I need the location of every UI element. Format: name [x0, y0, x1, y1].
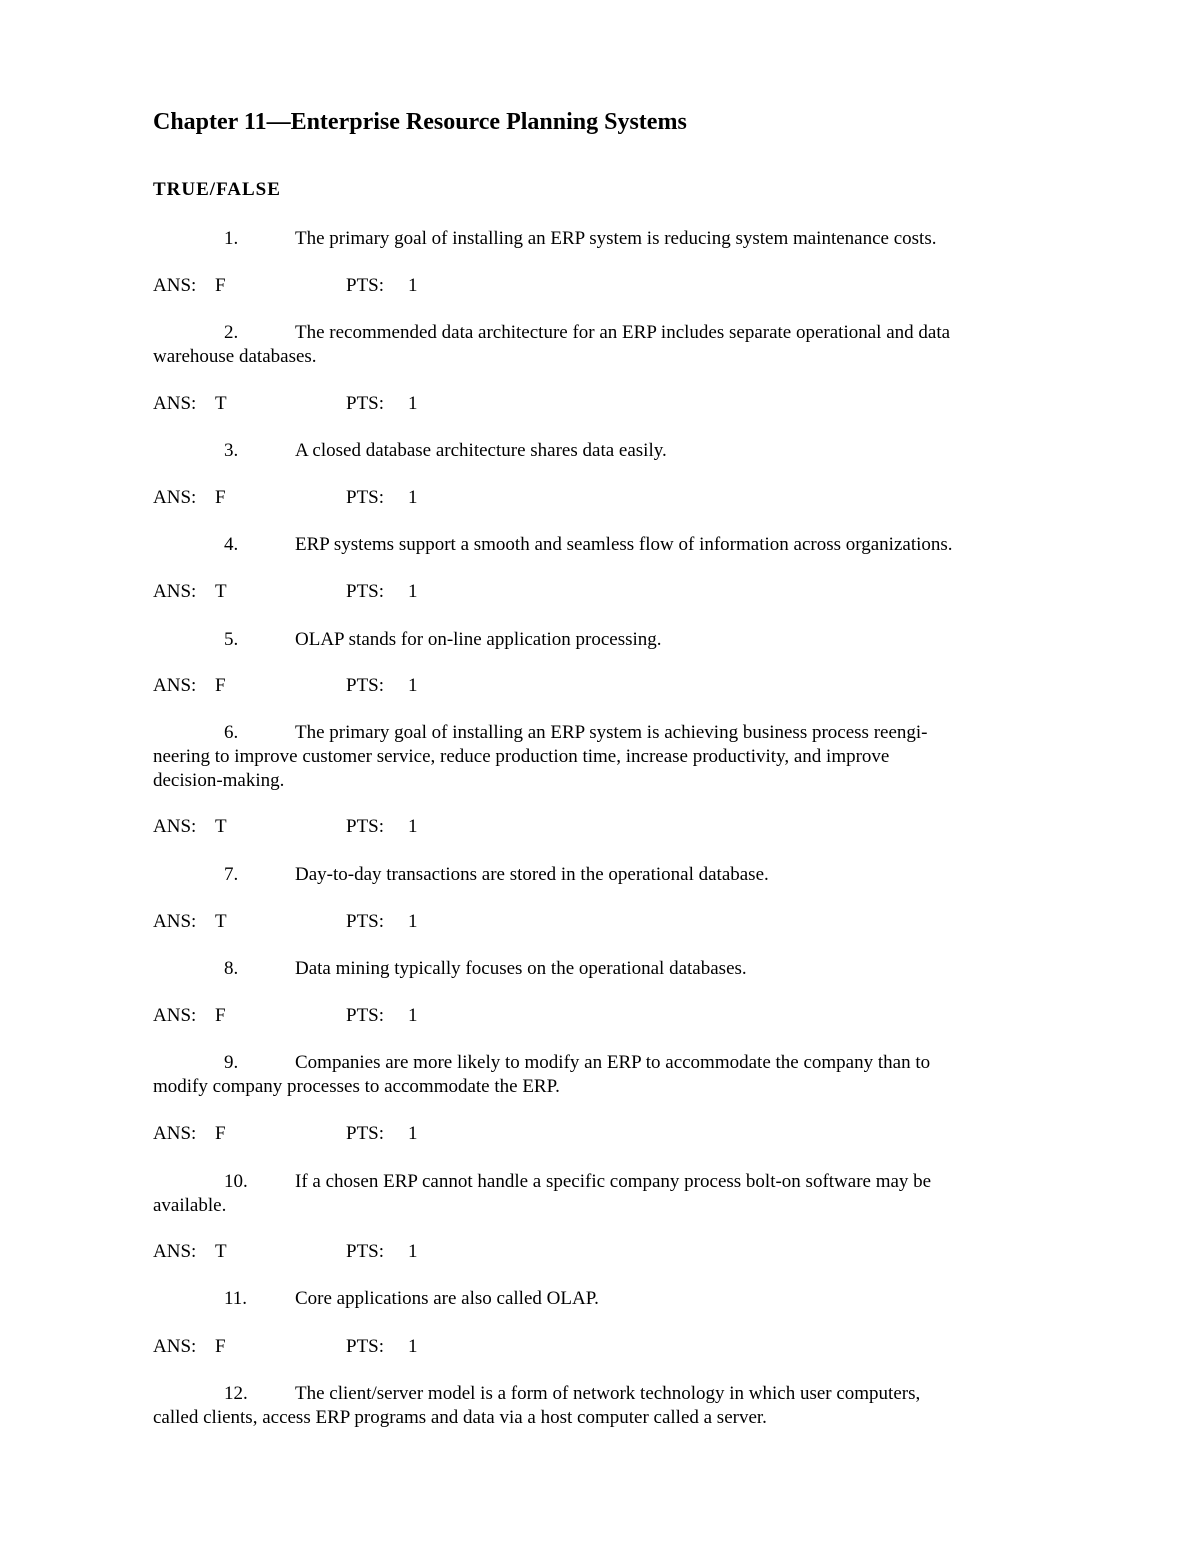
points-value: 1: [408, 1005, 418, 1026]
question-item: [153, 321, 1048, 369]
points-value: 1: [408, 816, 418, 837]
points-value: 1: [408, 487, 418, 508]
answer-label: ANS:: [153, 675, 197, 696]
question-text: If a chosen ERP cannot handle a specific company process bolt-on software may be: [295, 1171, 932, 1192]
question-number: 12.: [224, 1383, 248, 1404]
answer-row: [153, 1240, 418, 1264]
question-text: ERP systems support a smooth and seamless flow of information across organizations.: [295, 534, 953, 555]
answer-row: [153, 910, 418, 934]
points-label: PTS:: [346, 487, 385, 508]
answer-label: ANS:: [153, 487, 197, 508]
answer-row: [153, 1004, 418, 1028]
answer-row: [153, 274, 418, 298]
question-text-continued: warehouse databases.: [153, 346, 317, 367]
question-text: Core applications are also called OLAP.: [295, 1288, 599, 1309]
question-number: 7.: [224, 864, 239, 885]
question-text-continued: decision-making.: [153, 770, 285, 791]
question-item: [153, 1051, 1048, 1099]
question-number: 5.: [224, 629, 239, 650]
question-text-continued: available.: [153, 1195, 227, 1216]
section-heading: TRUE/FALSE: [153, 179, 281, 200]
answer-row: [153, 392, 418, 416]
question-text: The recommended data architecture for an ERP includes separate operational and data: [295, 322, 951, 343]
points-value: 1: [408, 1123, 418, 1144]
points-value: 1: [408, 1241, 418, 1262]
question-item: [153, 863, 1048, 887]
answer-label: ANS:: [153, 1005, 197, 1026]
question-number: 11.: [224, 1288, 248, 1309]
answer-value: T: [215, 1241, 227, 1262]
question-text: Day-to-day transactions are stored in the operational database.: [295, 864, 769, 885]
answer-label: ANS:: [153, 911, 197, 932]
page-title: Chapter 11—Enterprise Resource Planning Systems: [153, 109, 687, 135]
question-number: 4.: [224, 534, 239, 555]
answer-value: T: [215, 911, 227, 932]
points-value: 1: [408, 1336, 418, 1357]
question-number: 10.: [224, 1171, 248, 1192]
question-text: A closed database architecture shares data easily.: [295, 440, 667, 461]
answer-row: [153, 815, 418, 839]
question-text: The client/server model is a form of network technology in which user computers,: [295, 1383, 921, 1404]
answer-value: T: [215, 816, 227, 837]
points-label: PTS:: [346, 1005, 385, 1026]
answer-value: F: [215, 675, 226, 696]
points-value: 1: [408, 275, 418, 296]
answer-value: F: [215, 487, 226, 508]
answer-label: ANS:: [153, 581, 197, 602]
question-number: 8.: [224, 958, 239, 979]
answer-label: ANS:: [153, 393, 197, 414]
question-text: The primary goal of installing an ERP system is reducing system maintenance costs.: [295, 228, 937, 249]
answer-row: [153, 580, 418, 604]
points-label: PTS:: [346, 816, 385, 837]
answer-value: F: [215, 1005, 226, 1026]
question-item: [153, 1170, 1048, 1218]
answer-value: F: [215, 1123, 226, 1144]
points-label: PTS:: [346, 275, 385, 296]
question-item: [153, 1382, 1048, 1430]
question-item: [153, 1287, 1048, 1311]
answer-value: T: [215, 581, 227, 602]
question-item: [153, 227, 1048, 251]
points-value: 1: [408, 911, 418, 932]
question-number: 2.: [224, 322, 239, 343]
question-number: 1.: [224, 228, 239, 249]
question-text: The primary goal of installing an ERP system is achieving business process reengi-: [295, 722, 928, 743]
question-item: [153, 957, 1048, 981]
question-item: [153, 721, 1048, 793]
points-label: PTS:: [346, 1336, 385, 1357]
question-number: 6.: [224, 722, 239, 743]
question-item: [153, 439, 1048, 463]
answer-label: ANS:: [153, 1241, 197, 1262]
answer-label: ANS:: [153, 275, 197, 296]
answer-row: [153, 486, 418, 510]
answer-row: [153, 1122, 418, 1146]
answer-label: ANS:: [153, 1123, 197, 1144]
question-item: [153, 533, 1048, 557]
answer-label: ANS:: [153, 1336, 197, 1357]
question-text: OLAP stands for on-line application processing.: [295, 629, 662, 650]
question-number: 3.: [224, 440, 239, 461]
answer-label: ANS:: [153, 816, 197, 837]
question-item: [153, 628, 1048, 652]
points-label: PTS:: [346, 393, 385, 414]
points-label: PTS:: [346, 581, 385, 602]
question-text-continued: called clients, access ERP programs and data via a host computer called a server.: [153, 1407, 767, 1428]
points-label: PTS:: [346, 911, 385, 932]
points-value: 1: [408, 675, 418, 696]
question-text-continued: neering to improve customer service, reduce production time, increase productivity, and improve: [153, 746, 890, 767]
answer-row: [153, 674, 418, 698]
question-number: 9.: [224, 1052, 239, 1073]
points-label: PTS:: [346, 675, 385, 696]
answer-row: [153, 1335, 418, 1359]
question-text-continued: modify company processes to accommodate the ERP.: [153, 1076, 560, 1097]
points-label: PTS:: [346, 1123, 385, 1144]
points-label: PTS:: [346, 1241, 385, 1262]
answer-value: T: [215, 393, 227, 414]
answer-value: F: [215, 1336, 226, 1357]
points-value: 1: [408, 581, 418, 602]
points-value: 1: [408, 393, 418, 414]
question-text: Companies are more likely to modify an ERP to accommodate the company than to: [295, 1052, 931, 1073]
answer-value: F: [215, 275, 226, 296]
question-text: Data mining typically focuses on the operational databases.: [295, 958, 747, 979]
